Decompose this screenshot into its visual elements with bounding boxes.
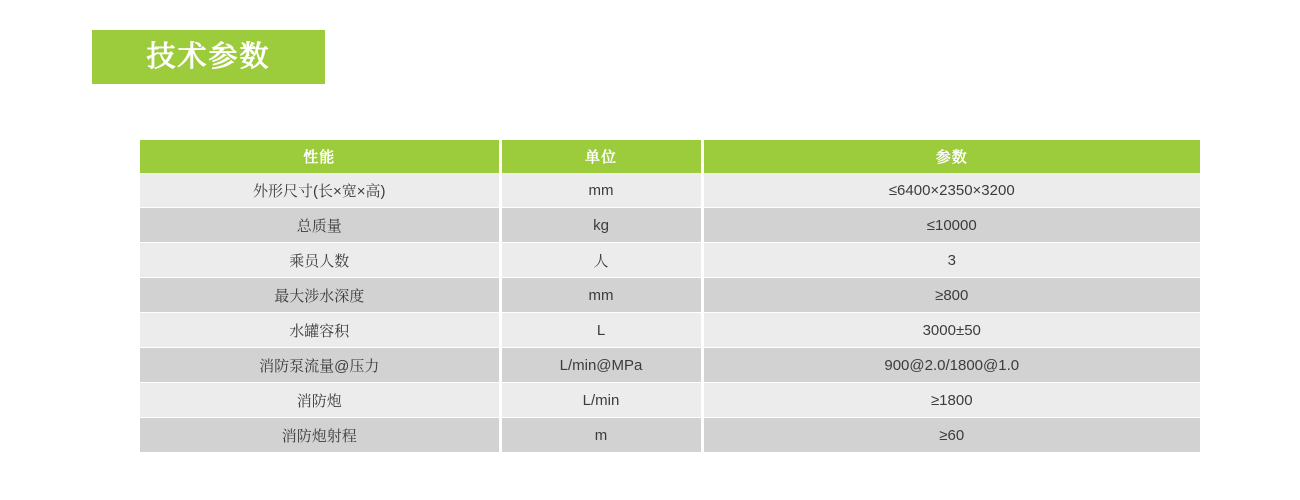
table-row (140, 243, 1200, 278)
table-row (140, 383, 1200, 418)
cell-performance: 乘员人数 (140, 243, 500, 278)
section-title-banner (92, 30, 325, 84)
cell-parameter: ≤6400×2350×3200 (702, 173, 1200, 208)
cell-unit: mm (500, 173, 702, 208)
column-header-performance: 性能 (140, 140, 500, 173)
table-body (140, 173, 1200, 453)
cell-unit: L/min@MPa (500, 348, 702, 383)
cell-performance: 消防炮 (140, 383, 500, 418)
cell-unit: m (500, 418, 702, 453)
cell-performance: 消防炮射程 (140, 418, 500, 453)
cell-performance: 外形尺寸(长×宽×高) (140, 173, 500, 208)
table-row (140, 348, 1200, 383)
cell-performance: 总质量 (140, 208, 500, 243)
cell-performance: 最大涉水深度 (140, 278, 500, 313)
column-header-unit: 单位 (500, 140, 702, 173)
cell-unit: kg (500, 208, 702, 243)
specifications-table (140, 140, 1200, 453)
cell-performance: 消防泵流量@压力 (140, 348, 500, 383)
cell-parameter: 3000±50 (702, 313, 1200, 348)
cell-unit: L (500, 313, 702, 348)
cell-parameter: ≥1800 (702, 383, 1200, 418)
table-row (140, 418, 1200, 453)
table-header (140, 140, 1200, 173)
table-row (140, 173, 1200, 208)
cell-unit: mm (500, 278, 702, 313)
page-title: 技术参数 (146, 40, 271, 73)
cell-parameter: ≥60 (702, 418, 1200, 453)
cell-performance: 水罐容积 (140, 313, 500, 348)
cell-parameter: ≤10000 (702, 208, 1200, 243)
cell-parameter: ≥800 (702, 278, 1200, 313)
column-header-parameter: 参数 (702, 140, 1200, 173)
cell-parameter: 900@2.0/1800@1.0 (702, 348, 1200, 383)
table-row (140, 278, 1200, 313)
table-header-row (140, 140, 1200, 173)
cell-unit: 人 (500, 243, 702, 278)
table-row (140, 313, 1200, 348)
cell-parameter: 3 (702, 243, 1200, 278)
cell-unit: L/min (500, 383, 702, 418)
table-row (140, 208, 1200, 243)
